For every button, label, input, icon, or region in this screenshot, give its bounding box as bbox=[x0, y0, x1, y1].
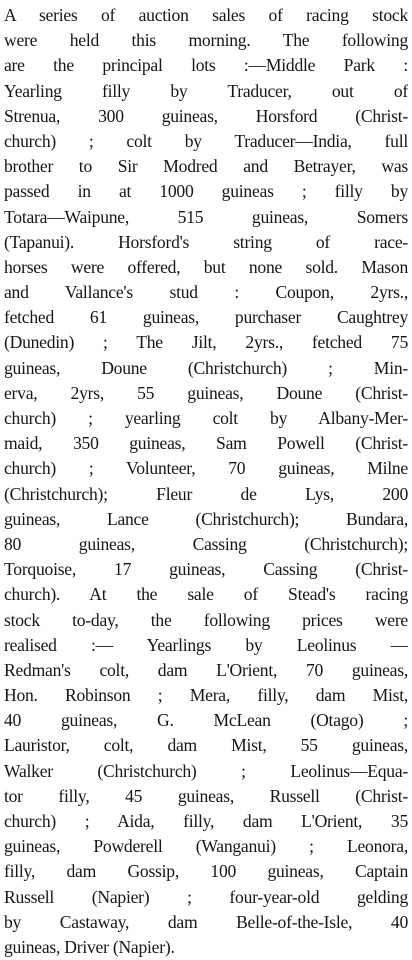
article-line: A series of auction sales of racing stock bbox=[4, 5, 408, 25]
article-line: Torquoise, 17 guineas, Cassing (Christ- bbox=[4, 559, 408, 580]
article-line: filly, dam Gossip, 100 guineas, Captain bbox=[4, 861, 408, 882]
article-line: Walker (Christchurch) ; Leolinus—Equa- bbox=[4, 760, 408, 781]
article-line: Yearling filly by Traducer, out of bbox=[4, 80, 408, 101]
article-line: church). At the sale of Stead's racing bbox=[4, 584, 408, 605]
article-line: and Vallance's stud : Coupon, 2yrs., bbox=[4, 282, 408, 303]
article-line: (Dunedin) ; The Jilt, 2yrs., fetched 75 bbox=[4, 332, 408, 353]
article-line: Totara—Waipune, 515 guineas, Somers bbox=[4, 206, 408, 227]
article-line: church) ; Aida, filly, dam L'Orient, 35 bbox=[4, 811, 408, 831]
article-line: Hon. Robinson ; Mera, filly, dam Mist, bbox=[4, 685, 408, 706]
article-line: were held this morning. The following bbox=[4, 30, 408, 51]
article-line: guineas, Lance (Christchurch); Bundara, bbox=[4, 508, 408, 529]
article-line: realised :— Yearlings by Leolinus — bbox=[4, 634, 408, 655]
article-line: church) ; Volunteer, 70 guineas, Milne bbox=[4, 458, 408, 479]
article-line: (Tapanui). Horsford's string of race- bbox=[4, 231, 408, 252]
article-line: guineas, Driver (Napier). bbox=[4, 936, 175, 957]
article-line: fetched 61 guineas, purchaser Caughtrey bbox=[4, 307, 408, 328]
article-line: church) ; colt by Traducer—India, full bbox=[4, 130, 408, 151]
article-line: 40 guineas, G. McLean (Otago) ; bbox=[4, 710, 408, 731]
article-line: Strenua, 300 guineas, Horsford (Christ- bbox=[4, 105, 408, 126]
article-line: maid, 350 guineas, Sam Powell (Christ- bbox=[4, 433, 408, 454]
article-line: by Castaway, dam Belle-of-the-Isle, 40 bbox=[4, 911, 408, 932]
article-line: 80 guineas, Cassing (Christchurch); bbox=[4, 533, 408, 554]
article-line: erva, 2yrs, 55 guineas, Doune (Christ- bbox=[4, 382, 408, 403]
article-line: passed in at 1000 guineas ; filly by bbox=[4, 181, 408, 202]
article-line: tor filly, 45 guineas, Russell (Christ- bbox=[4, 785, 408, 806]
article-line: Lauristor, colt, dam Mist, 55 guineas, bbox=[4, 735, 408, 756]
article-line: stock to-day, the following prices were bbox=[4, 609, 408, 630]
article-line: Russell (Napier) ; four-year-old gelding bbox=[4, 886, 408, 907]
article-line: are the principal lots :—Middle Park : bbox=[4, 55, 408, 76]
article-line: guineas, Powderell (Wanganui) ; Leonora, bbox=[4, 836, 408, 857]
article-line: brother to Sir Modred and Betrayer, was bbox=[4, 156, 408, 177]
article-line: Redman's colt, dam L'Orient, 70 guineas, bbox=[4, 659, 408, 680]
article-line: guineas, Doune (Christchurch) ; Min- bbox=[4, 357, 408, 378]
article-line: church) ; yearling colt by Albany-Mer- bbox=[4, 408, 408, 428]
article-line: (Christchurch); Fleur de Lys, 200 bbox=[4, 483, 408, 504]
article-line: horses were offered, but none sold. Mason bbox=[4, 256, 408, 277]
newspaper-clipping bbox=[4, 3, 408, 957]
